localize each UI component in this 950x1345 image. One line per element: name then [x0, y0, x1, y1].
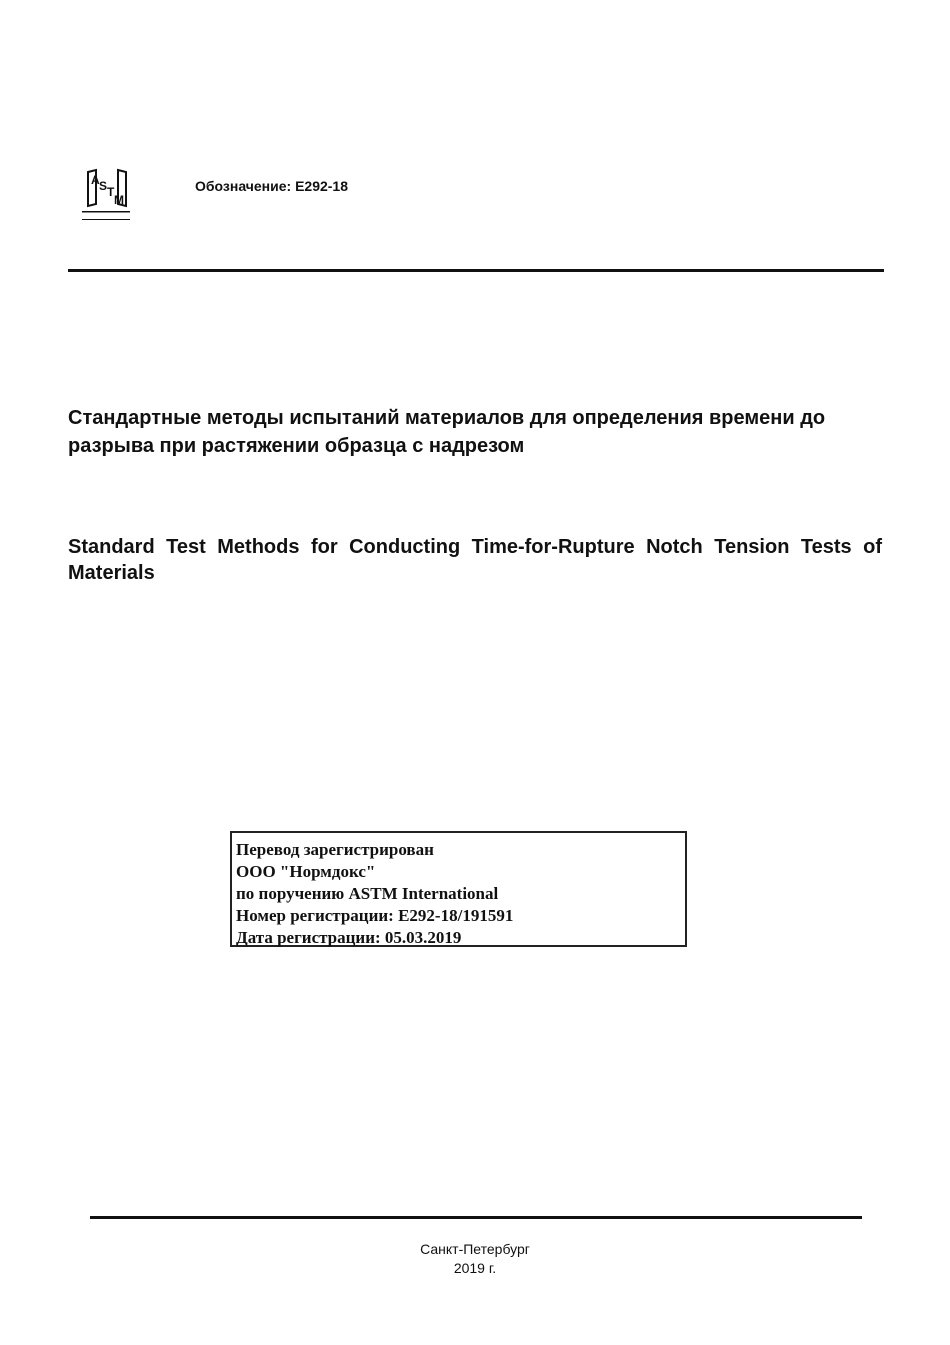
svg-text:S: S — [99, 179, 108, 193]
registration-number: Номер регистрации: E292-18/191591 — [236, 906, 514, 925]
footer — [0, 1240, 950, 1278]
registration-date: Дата регистрации: 05.03.2019 — [236, 928, 462, 947]
footer-city: Санкт-Петербург — [420, 1241, 530, 1257]
registration-box — [230, 831, 687, 947]
title-english: Standard Test Methods for Conducting Time-for-Rupture Notch Tension Tests of Materials — [68, 536, 882, 584]
registration-line-3: по поручению ASTM International — [236, 884, 499, 903]
footer-divider — [90, 1216, 862, 1219]
document-designation: Обозначение: E292-18 — [195, 178, 349, 194]
svg-text:A: A — [91, 173, 100, 187]
title-russian: Стандартные методы испытаний материалов для определения времени до разрыва при растяжении образца с надрезом — [68, 407, 826, 457]
registration-line-1: Перевод зарегистрирован — [236, 840, 434, 859]
astm-international-logo-icon — [78, 164, 134, 224]
registration-line-2: ООО "Нормдокс" — [236, 862, 376, 881]
footer-year: 2019 г. — [453, 1260, 497, 1276]
header-divider — [68, 269, 884, 272]
svg-text:M: M — [114, 193, 124, 207]
svg-text:T: T — [107, 185, 115, 199]
